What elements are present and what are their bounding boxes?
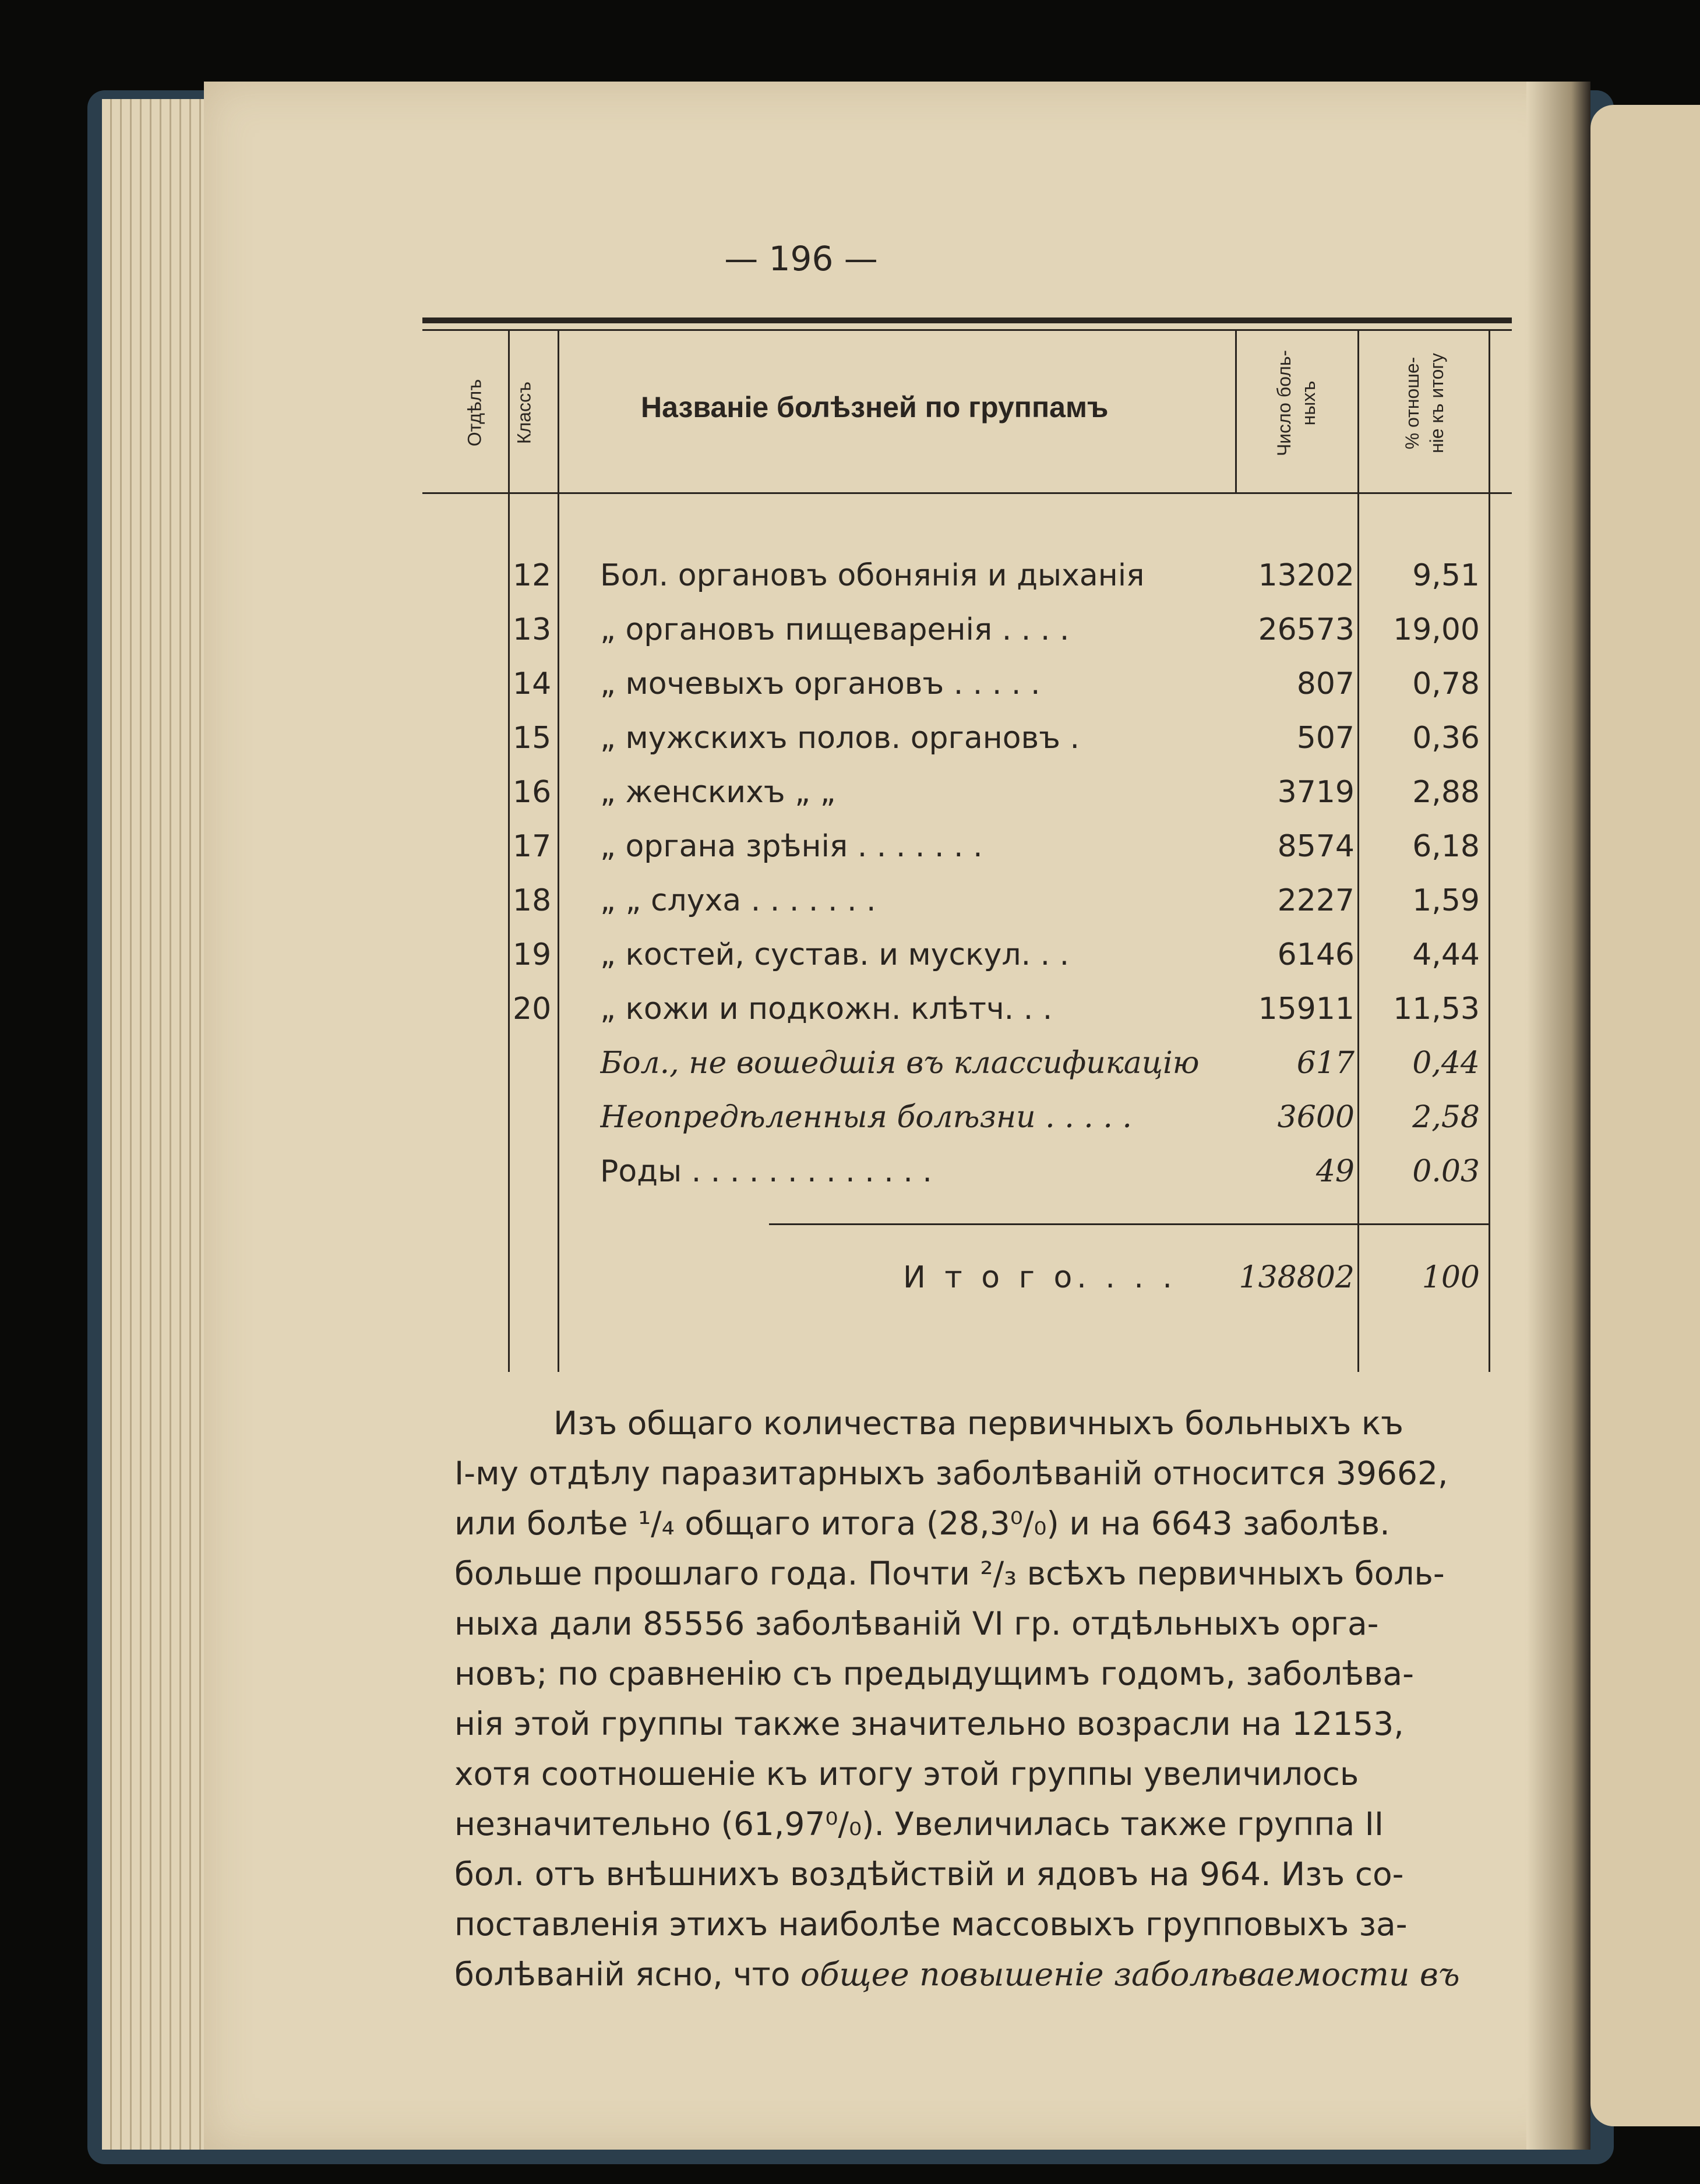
disease-name-cell: Бол., не вошедшія въ классификацію bbox=[600, 1046, 1200, 1081]
class-cell: 16 bbox=[513, 775, 552, 810]
table-row bbox=[0, 1038, 1700, 1088]
class-cell: 19 bbox=[513, 937, 552, 972]
percent-cell: 2,58 bbox=[1412, 1100, 1480, 1135]
class-cell: 17 bbox=[513, 829, 552, 864]
table-row bbox=[0, 767, 1700, 817]
percent-cell: 0,44 bbox=[1412, 1046, 1480, 1081]
header-class: Классъ bbox=[513, 381, 535, 444]
paragraph-line: больше прошлаго года. Почти ²/₃ всѣхъ первичныхъ боль- bbox=[454, 1555, 1445, 1592]
percent-cell: 6,18 bbox=[1412, 829, 1480, 864]
table-header-rule bbox=[422, 492, 1512, 494]
disease-name-cell: „ женскихъ „ „ bbox=[600, 775, 836, 810]
percent-cell: 19,00 bbox=[1393, 612, 1480, 647]
paragraph-line: или болѣе ¹/₄ общаго итога (28,3⁰/₀) и на 6643 заболѣв. bbox=[454, 1505, 1390, 1542]
page-number: — 196 — bbox=[724, 239, 878, 278]
class-cell: 15 bbox=[513, 721, 552, 756]
header-percent bbox=[1400, 336, 1449, 470]
class-cell: 18 bbox=[513, 883, 552, 918]
table-top-rule bbox=[422, 317, 1512, 323]
disease-name-cell: Роды . . . . . . . . . . . . . bbox=[600, 1154, 932, 1189]
percent-cell: 9,51 bbox=[1412, 558, 1480, 593]
body-paragraph bbox=[454, 1398, 1503, 1999]
table-row bbox=[0, 984, 1700, 1034]
table-row bbox=[0, 551, 1700, 601]
header-percent-line1: % отноше- bbox=[1402, 357, 1423, 450]
table-row bbox=[0, 930, 1700, 980]
table-row bbox=[0, 1146, 1700, 1197]
count-cell: 6146 bbox=[1277, 937, 1355, 972]
percent-cell: 1,59 bbox=[1412, 883, 1480, 918]
paragraph-line: І-му отдѣлу паразитарныхъ заболѣваній относится 39662, bbox=[454, 1455, 1448, 1492]
paragraph-line: Изъ общаго количества первичныхъ больныхъ къ bbox=[553, 1405, 1403, 1442]
total-percent: 100 bbox=[1422, 1260, 1480, 1295]
paragraph-line: поставленія этихъ наиболѣе массовыхъ групповыхъ за- bbox=[454, 1906, 1408, 1943]
col-divider-3 bbox=[1235, 329, 1237, 492]
class-cell: 20 bbox=[513, 992, 552, 1026]
header-percent-line2: ніе къ итогу bbox=[1426, 353, 1447, 453]
disease-name-cell: Неопредѣленныя болѣзни . . . . . bbox=[600, 1100, 1132, 1135]
count-cell: 3719 bbox=[1277, 775, 1355, 810]
percent-cell: 4,44 bbox=[1412, 937, 1480, 972]
count-cell: 13202 bbox=[1258, 558, 1355, 593]
last-line-emphasis: общее повышеніе заболѣваемости въ bbox=[800, 1956, 1460, 1993]
count-cell: 49 bbox=[1315, 1154, 1355, 1189]
count-cell: 8574 bbox=[1277, 829, 1355, 864]
table-row bbox=[0, 713, 1700, 763]
header-disease-name: Названіе болѣзней по группамъ bbox=[641, 391, 1109, 424]
total-rule bbox=[769, 1223, 1489, 1225]
count-cell: 807 bbox=[1296, 666, 1355, 701]
percent-cell: 0,78 bbox=[1412, 666, 1480, 701]
total-count: 138802 bbox=[1239, 1260, 1355, 1295]
class-cell: 14 bbox=[513, 666, 552, 701]
table-row bbox=[0, 605, 1700, 655]
percent-cell: 2,88 bbox=[1412, 775, 1480, 810]
paragraph-line: хотя соотношеніе къ итогу этой группы увеличилось bbox=[454, 1755, 1359, 1793]
class-cell: 12 bbox=[513, 558, 552, 593]
paragraph-line: незначительно (61,97⁰/₀). Увеличилась также группа II bbox=[454, 1805, 1384, 1843]
paragraph-line: ныха дали 85556 заболѣваній VI гр. отдѣльныхъ орга- bbox=[454, 1605, 1379, 1642]
header-department: Отдѣлъ bbox=[464, 379, 485, 447]
table-row bbox=[0, 821, 1700, 872]
table-row bbox=[0, 659, 1700, 709]
table-row bbox=[0, 876, 1700, 926]
total-row bbox=[0, 1252, 1700, 1303]
disease-name-cell: „ костей, сустав. и мускул. . . bbox=[600, 937, 1070, 972]
count-cell: 3600 bbox=[1277, 1100, 1355, 1135]
count-cell: 15911 bbox=[1258, 992, 1355, 1026]
disease-name-cell: „ кожи и подкожн. клѣтч. . . bbox=[600, 992, 1053, 1026]
disease-name-cell: Бол. органовъ обонянія и дыханія bbox=[600, 558, 1145, 593]
paragraph-line: бол. отъ внѣшнихъ воздѣйствій и ядовъ на 964. Изъ со- bbox=[454, 1855, 1404, 1893]
count-cell: 507 bbox=[1296, 721, 1355, 756]
disease-name-cell: „ мочевыхъ органовъ . . . . . bbox=[600, 666, 1041, 701]
total-label: И т о г о. . . . bbox=[903, 1260, 1177, 1295]
last-line-text: болѣваній ясно, что bbox=[454, 1956, 800, 1993]
count-cell: 26573 bbox=[1258, 612, 1355, 647]
disease-name-cell: „ „ слуха . . . . . . . bbox=[600, 883, 876, 918]
header-count bbox=[1272, 336, 1321, 470]
paragraph-line: новъ; по сравненію съ предыдущимъ годомъ, заболѣва- bbox=[454, 1655, 1414, 1692]
header-count-line1: Число боль- bbox=[1274, 350, 1295, 457]
table-top-rule-thin bbox=[422, 329, 1512, 331]
percent-cell: 0.03 bbox=[1412, 1154, 1480, 1189]
disease-name-cell: „ органовъ пищеваренія . . . . bbox=[600, 612, 1070, 647]
disease-name-cell: „ органа зрѣнія . . . . . . . bbox=[600, 829, 983, 864]
percent-cell: 0,36 bbox=[1412, 721, 1480, 756]
disease-name-cell: „ мужскихъ полов. органовъ . bbox=[600, 721, 1080, 756]
table-row bbox=[0, 1092, 1700, 1142]
header-count-line2: ныхъ bbox=[1298, 380, 1319, 426]
paragraph-line-last bbox=[454, 1949, 1503, 1999]
paragraph-line: нія этой группы также значительно возрасли на 12153, bbox=[454, 1705, 1404, 1742]
count-cell: 2227 bbox=[1277, 883, 1355, 918]
percent-cell: 11,53 bbox=[1393, 992, 1480, 1026]
count-cell: 617 bbox=[1296, 1046, 1355, 1081]
class-cell: 13 bbox=[513, 612, 552, 647]
